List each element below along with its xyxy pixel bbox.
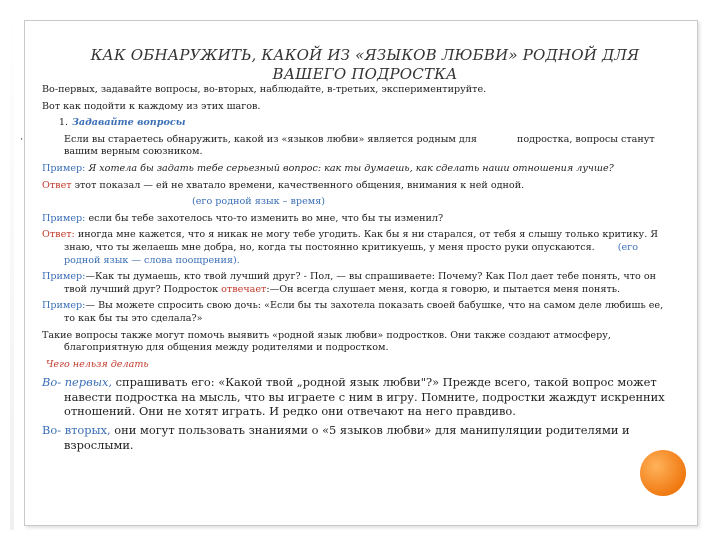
second-label: Во- вторых,	[42, 423, 111, 438]
language-2-text: (его родной язык — слова поощрения).	[64, 241, 638, 266]
example-3-label: Пример:	[42, 271, 86, 283]
example-4	[42, 300, 672, 325]
bullet-marker: ·	[20, 133, 24, 145]
bullet-1-text-a: Если вы стараетесь обнаружить, какой из «языков любви» является родным для	[64, 133, 477, 145]
example-2-text: если бы тебе захотелось что-то изменить во мне, что бы ты изменил?	[85, 212, 444, 224]
bullet-1	[20, 133, 672, 159]
left-shadow-strip	[10, 10, 14, 530]
dont-title: Чего нельзя делать	[46, 358, 149, 370]
answer-2	[42, 229, 672, 267]
intro-line-2: Вот как подойти к каждому из этих шагов.	[42, 100, 261, 112]
answer-2-text: иногда мне кажется, что я никак не могу тебе угодить. Как бы я ни старался, от тебя я слышу только критику. Я знаю, что ты желаешь мне добра, но, когда ты постоянно критикуешь, у меня просто руки опускаются.	[64, 229, 659, 253]
example-2-label: Пример:	[42, 212, 86, 224]
dont-heading	[42, 359, 672, 372]
example-4-label: Пример:	[42, 300, 86, 312]
language-1-text: (его родной язык – время)	[192, 196, 326, 208]
example-2	[42, 213, 672, 226]
example-3-text-b: :—Он всегда слушает меня, когда я говорю, и пытается меня понять.	[266, 283, 621, 295]
step-1-title: Задавайте вопросы	[72, 117, 186, 129]
example-1	[42, 163, 672, 176]
bullet-1-text-b: подростка, вопросы станут вашим верным союзником.	[64, 133, 655, 158]
answer-1-label: Ответ	[42, 179, 72, 191]
language-1	[42, 196, 672, 209]
example-3-answer-word: отвечает	[221, 283, 267, 295]
intro-line-1: Во-первых, задавайте вопросы, во-вторых, наблюдайте, в-третьих, экспериментируйте.	[42, 84, 487, 95]
slide-body	[20, 84, 672, 456]
second-point	[42, 423, 672, 452]
slide-title: КАК ОБНАРУЖИТЬ, КАКОЙ ИЗ «ЯЗЫКОВ ЛЮБВИ» РОДНОЙ ДЛЯ ВАШЕГО ПОДРОСТКА	[90, 46, 640, 83]
answer-1-text: этот показал — ей не хватало времени, качественного общения, внимания к ней одной.	[71, 179, 525, 191]
example-3	[42, 271, 672, 296]
decorative-orange-circle	[640, 450, 686, 496]
first-label: Во- первых,	[42, 375, 113, 390]
example-3-text-a: —Как ты думаешь, кто твой лучший друг? - Пол, — вы спрашиваете: Почему? Как Пол дает тебе понять, что он твой лучший друг? Подросток	[64, 271, 657, 295]
second-text: они могут пользовать знаниями о «5 языков любви» для манипуляции родителями и взрослыми.	[64, 423, 630, 452]
answer-1	[42, 180, 672, 193]
example-1-label: Пример:	[42, 162, 86, 174]
first-point	[42, 375, 672, 419]
first-text: спрашивать его: «Какой твой „родной язык любви"?» Прежде всего, такой вопрос может навести подростка на мысль, что вы играете с ним в игру. Помните, подростки жаждут искренних отношений. Они не хотят играть. И редко они отвечают на него правдиво.	[64, 375, 665, 419]
example-4-text: — Вы можете спросить свою дочь: «Если бы ты захотела показать своей бабушке, что на самом деле любишь ее, то как бы ты это сделала?»	[64, 300, 664, 324]
summary-paragraph: Такие вопросы также могут помочь выявить «родной язык любви» подростков. Они также создают атмосферу, благоприятную для общения между родителями и подростком.	[42, 329, 611, 354]
example-1-text: Я хотела бы задать тебе серьезный вопрос: как ты думаешь, как сделать наши отношения лучше?	[85, 162, 614, 174]
step-1-number: 1.	[58, 117, 68, 129]
answer-2-label: Ответ:	[42, 229, 75, 241]
step-1-heading	[42, 117, 672, 130]
